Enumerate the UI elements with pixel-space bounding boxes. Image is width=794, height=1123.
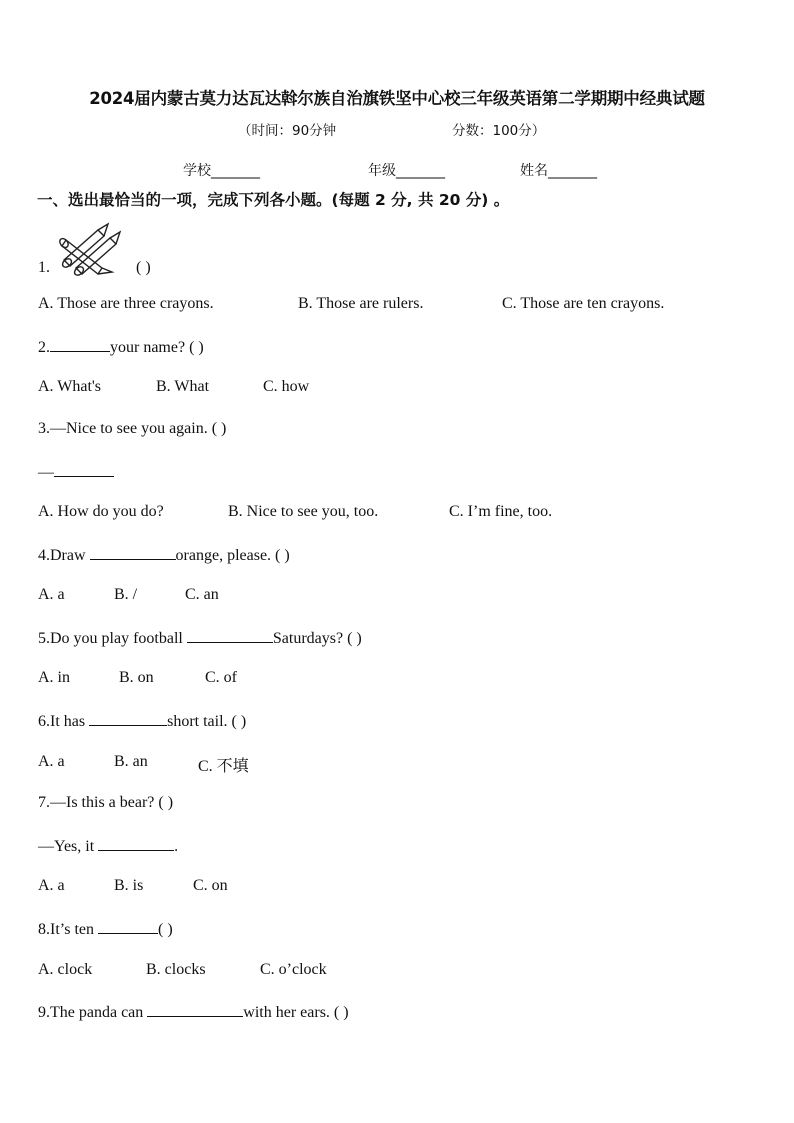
q5-option-c: C. of <box>205 669 237 686</box>
q6-option-c: C. 不填 <box>198 758 249 775</box>
q7-option-b: B. is <box>114 877 144 894</box>
section-heading: 一、选出最恰当的一项，完成下列各小题。(每题 2 分, 共 20 分) 。 <box>37 191 510 209</box>
q2-option-b: B. What <box>156 378 210 395</box>
q5-option-b: B. on <box>119 669 154 686</box>
answer-blank[interactable] <box>147 1002 243 1017</box>
q6-option-a: A. a <box>38 753 65 770</box>
q1-option-b: B. Those are rulers. <box>298 295 424 312</box>
answer-blank[interactable] <box>50 337 110 352</box>
question-4: 4.Draw orange, please. ( ) <box>38 547 290 564</box>
q1-option-c: C. Those are ten crayons. <box>502 295 665 312</box>
q3-option-c: C. I’m fine, too. <box>449 503 553 520</box>
answer-blank[interactable] <box>98 836 174 851</box>
question-8: 8.It’s ten ( ) <box>38 921 173 938</box>
page-title: 2024届内蒙古莫力达瓦达斡尔族自治旗铁坚中心校三年级英语第二学期期中经典试题 <box>89 89 705 108</box>
q7-option-a: A. a <box>38 877 65 894</box>
exam-score: 分数：100分） <box>452 123 546 139</box>
q4-option-b: B. / <box>114 586 138 603</box>
school-field: 学校_______ <box>183 163 260 179</box>
crayons-illustration <box>58 222 128 278</box>
answer-blank[interactable] <box>187 628 273 643</box>
q2-option-c: C. how <box>263 378 310 395</box>
question-2: 2. your name? ( ) <box>38 339 204 356</box>
question-1-paren: ( ) <box>136 259 151 276</box>
q3-option-a: A. How do you do? <box>38 503 164 520</box>
question-3-reply: — <box>38 462 114 482</box>
q4-option-a: A. a <box>38 586 65 603</box>
answer-blank[interactable] <box>90 545 176 560</box>
q5-option-a: A. in <box>38 669 70 686</box>
q7-option-c: C. on <box>193 877 228 894</box>
grade-field: 年级_______ <box>368 163 445 179</box>
question-9: 9.The panda can with her ears. ( ) <box>38 1004 349 1021</box>
q8-option-b: B. clocks <box>146 961 206 978</box>
q4-option-c: C. an <box>185 586 219 603</box>
q2-option-a: A. What's <box>38 378 102 395</box>
question-7: 7.—Is this a bear? ( ) <box>38 794 174 811</box>
q8-option-a: A. clock <box>38 961 93 978</box>
question-5: 5.Do you play football Saturdays? ( ) <box>38 630 362 647</box>
name-field: 姓名_______ <box>520 163 597 179</box>
answer-blank[interactable] <box>54 462 114 477</box>
q3-option-b: B. Nice to see you, too. <box>228 503 379 520</box>
question-6: 6.It has short tail. ( ) <box>38 713 247 730</box>
question-7-reply: —Yes, it . <box>38 838 179 855</box>
question-3: 3.—Nice to see you again. ( ) <box>38 420 227 437</box>
exam-time: （时间：90分钟 <box>238 123 337 139</box>
question-1-number: 1. <box>38 259 50 276</box>
answer-blank[interactable] <box>98 919 158 934</box>
q1-option-a: A. Those are three crayons. <box>38 295 214 312</box>
q6-option-b: B. an <box>114 753 148 770</box>
answer-blank[interactable] <box>89 711 167 726</box>
q8-option-c: C. o’clock <box>260 961 327 978</box>
